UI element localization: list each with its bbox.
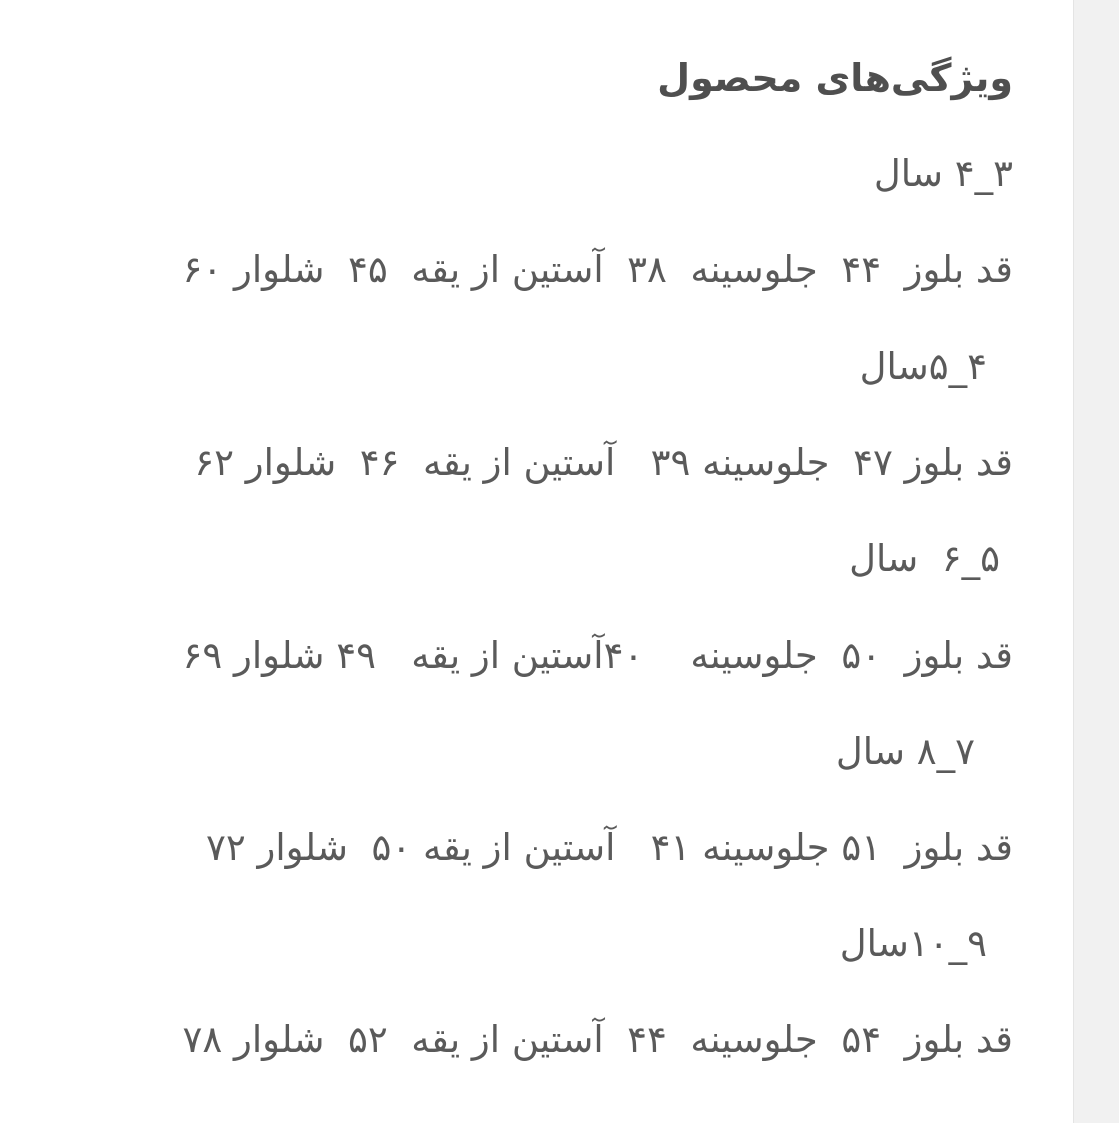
size-measurements: قد بلوز ۴۷ جلوسینه ۳۹ آستین از یقه ۴۶ شلوار ۶۲	[194, 441, 1013, 484]
size-measurements: قد بلوز ۵۰ جلوسینه ۴۰آستین از یقه ۴۹ شلوار ۶۹	[182, 634, 1013, 677]
size-measurements: قد بلوز ۴۴ جلوسینه ۳۸ آستین از یقه ۴۵ شلوار ۶۰	[182, 248, 1013, 291]
size-age-label: ۹_۱۰سال	[839, 922, 987, 965]
size-age-label: ۳_۴ سال	[873, 152, 1013, 195]
side-scroll-area[interactable]	[1073, 0, 1119, 1123]
size-age-label: ۵_۶ سال	[849, 537, 1000, 580]
size-measurements: قد بلوز ۵۱ جلوسینه ۴۱ آستین از یقه ۵۰ شلوار ۷۲	[206, 826, 1013, 869]
size-age-label: ۷_۸ سال	[835, 730, 975, 773]
size-age-label: ۴_۵سال	[859, 345, 987, 388]
size-measurements: قد بلوز ۵۴ جلوسینه ۴۴ آستین از یقه ۵۲ شلوار ۷۸	[182, 1018, 1013, 1061]
section-title: ویژگی‌های محصول	[657, 56, 1013, 100]
